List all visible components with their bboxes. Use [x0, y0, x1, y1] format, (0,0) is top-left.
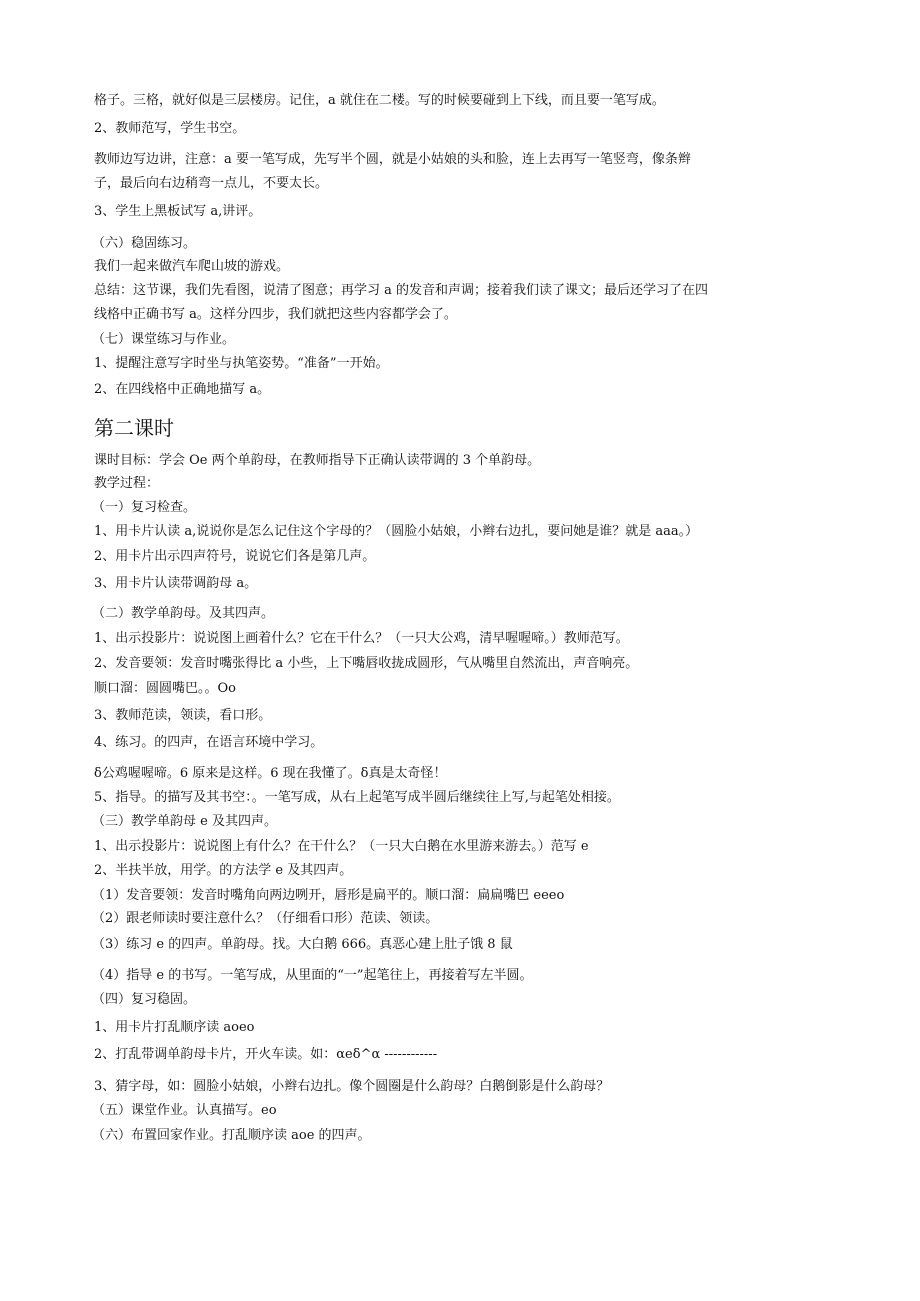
text-line: （4）指导 e 的书写。一笔写成，从里面的“一”起笔往上，再接着写左半圆。	[92, 968, 533, 983]
text-line: 2、打乱带调单韵母卡片，开火车读。如：αeδ^α ------------	[94, 1047, 438, 1062]
text-line: 1、用卡片认读 a,说说你是怎么记住这个字母的？（圆脸小姑娘，小辫右边扎，要问她是谁？就是 aaa。）	[94, 524, 699, 539]
text-line: 子，最后向右边稍弯一点儿，不要太长。	[94, 176, 329, 191]
text-line: 3、猜字母，如：圆脸小姑娘，小辫右边扎。像个圆圈是什么韵母？白鹅倒影是什么韵母？	[94, 1079, 610, 1094]
text-line: 1、用卡片打乱顺序读 aoeo	[94, 1020, 255, 1035]
text-line: 顺口溜：圆圆嘴巴。。Oo	[94, 681, 236, 696]
text-line: （七）课堂练习与作业。	[92, 332, 236, 347]
text-line: 2、半扶半放，用学。的方法学 e 及其四声。	[94, 863, 353, 878]
text-line: （1）发音要领：发音时嘴角向两边咧开，唇形是扁平的。顺口溜：扁扁嘴巴 eeeo	[92, 888, 565, 903]
text-line: 5、指导。的描写及其书空：。一笔写成，从右上起笔写成半圆后继续往上写,与起笔处相接。	[94, 790, 620, 805]
text-line: （一）复习检查。	[92, 500, 197, 515]
text-line: （2）跟老师读时要注意什么？（仔细看口形）范读、领读。	[92, 911, 439, 926]
text-line: 2、教师范写，学生书空。	[94, 121, 246, 136]
text-line: （四）复习稳固。	[92, 992, 197, 1007]
text-line: （六）稳固练习。	[92, 236, 197, 251]
text-line: （3）练习 e 的四声。单韵母。找。大白鹅 666。真恶心建上肚子饿 8 鼠	[92, 937, 513, 952]
section-title: 第二课时	[94, 416, 174, 440]
text-line: 3、学生上黑板试写 a,讲评。	[94, 204, 262, 219]
text-line: 线格中正确书写 a。这样分四步，我们就把这些内容都学会了。	[94, 307, 457, 322]
text-line: 教师边写边讲，注意：a 要一笔写成，先写半个圆，就是小姑娘的头和脸，连上去再写一笔竖弯，像条辫	[94, 152, 691, 167]
text-line: 2、在四线格中正确地描写 a。	[94, 382, 271, 397]
text-line: 总结：这节课，我们先看图，说清了图意；再学习 a 的发音和声调；接着我们读了课文；最后还学习了在四	[94, 283, 709, 298]
text-line: 2、用卡片出示四声符号，说说它们各是第几声。	[94, 549, 376, 564]
text-line: 3、用卡片认读带调韵母 a。	[94, 576, 258, 591]
text-line: 课时目标：学会 Oe 两个单韵母，在教师指导下正确认读带调的 3 个单韵母。	[94, 453, 541, 468]
text-line: 1、出示投影片：说说图上有什么？在干什么？（一只大白鹅在水里游来游去。）范写 e	[94, 839, 589, 854]
text-line: 教学过程：	[94, 476, 160, 491]
text-line: 1、出示投影片：说说图上画着什么？它在干什么？（一只大公鸡，清早喔喔啼。）教师范写。	[94, 631, 629, 646]
text-line: 格子。三格，就好似是三层楼房。记住，a 就住在二楼。写的时候要碰到上下线，而且要一笔写成。	[94, 93, 665, 108]
text-line: δ公鸡喔喔啼。6 原来是这样。6 现在我懂了。δ真是太奇怪！	[94, 766, 447, 781]
text-line: 1、提醒注意写字时坐与执笔姿势。“准备”一开始。	[94, 356, 389, 371]
text-line: 我们一起来做汽车爬山坡的游戏。	[94, 259, 290, 274]
text-line: （六）布置回家作业。打乱顺序读 aoe 的四声。	[92, 1128, 371, 1143]
text-line: （五）课堂作业。认真描写。eo	[92, 1103, 277, 1118]
text-line: （二）教学单韵母。及其四声。	[92, 606, 275, 621]
text-line: 4、练习。的四声，在语言环境中学习。	[94, 735, 324, 750]
text-line: 2、发音要领：发音时嘴张得比 a 小些，上下嘴唇收拢成圆形，气从嘴里自然流出，声音响亮。	[94, 656, 639, 671]
text-line: 3、教师范读，领读，看口形。	[94, 708, 272, 723]
text-line: （三）教学单韵母 e 及其四声。	[92, 814, 277, 829]
